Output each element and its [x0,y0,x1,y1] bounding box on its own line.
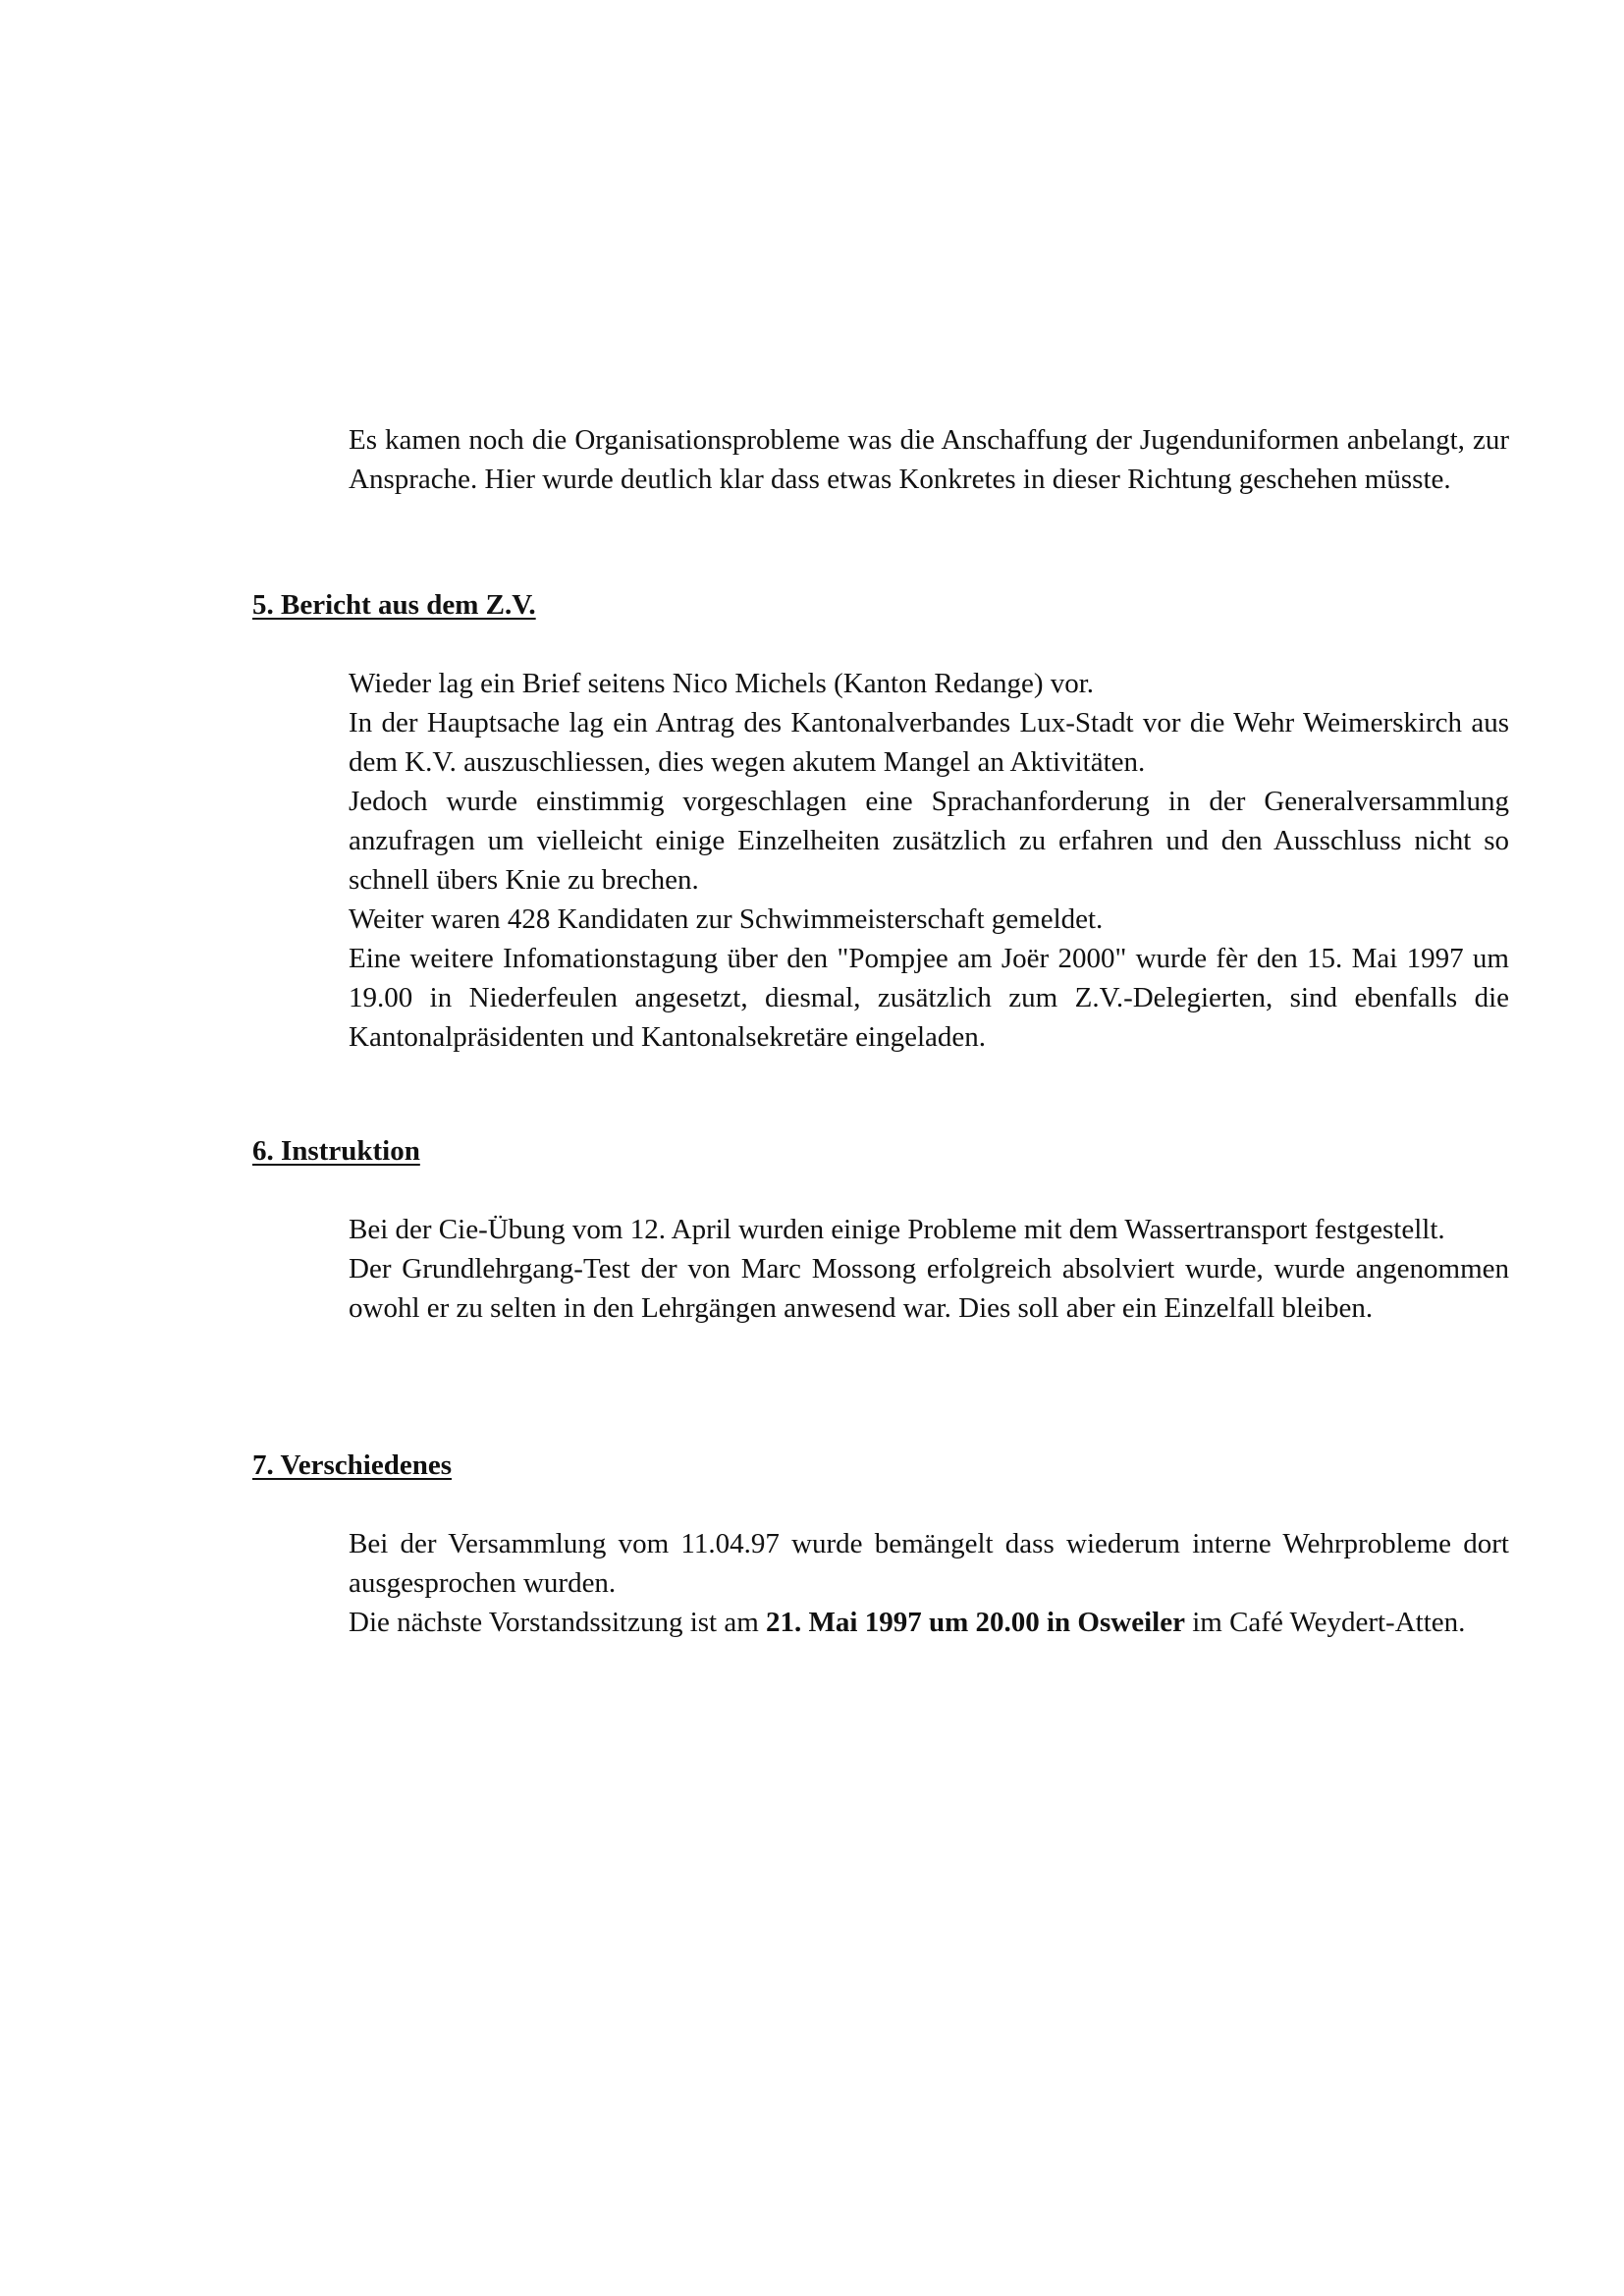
section-5-heading: 5. Bericht aus dem Z.V. [252,589,536,621]
intro-paragraph: Es kamen noch die Organisationsprobleme was die Anschaffung der Jugenduniformen anbelangt, zur Ansprache. Hier wurde deutlich klar dass etwas Konkretes in dieser Richtung geschehen müsste. [349,424,1509,495]
section-5-paragraph-3: Jedoch wurde einstimmig vorgeschlagen eine Sprachanforderung in der Generalversammlung anzufragen um vielleicht einige Einzelheiten zusätzlich zu erfahren und den Ausschluss nicht so schnell übers Knie zu brechen. [349,786,1509,896]
section-6-paragraph-2: Der Grundlehrgang-Test der von Marc Mossong erfolgreich absolviert wurde, wurde angenommen owohl er zu selten in den Lehrgängen anwesend war. Dies soll aber ein Einzelfall bleiben. [349,1253,1509,1324]
section-7-paragraph-1: Bei der Versammlung vom 11.04.97 wurde bemängelt dass wiederum interne Wehrprobleme dort ausgesprochen wurden. [349,1528,1509,1599]
section-7-paragraph-2-end: im Café Weydert-Atten. [1184,1607,1466,1638]
section-7-heading: 7. Verschiedenes [252,1449,452,1481]
next-meeting-details: 21. Mai 1997 um 20.00 in Osweiler [766,1607,1185,1638]
section-6-body [349,1210,1509,1328]
section-5-body [349,664,1509,1057]
section-5-paragraph-5: Eine weitere Infomationstagung über den "Pompjee am Joër 2000" wurde fèr den 15. Mai 1997 um 19.00 in Niederfeulen angesetzt, diesmal, zusätzlich zum Z.V.-Delegierten, sind ebenfalls die Kantonalpräsidenten und Kantonalsekretäre eingeladen. [349,943,1509,1053]
section-5-paragraph-4: Weiter waren 428 Kandidaten zur Schwimmeisterschaft gemeldet. [349,903,1104,935]
section-6-paragraph-1: Bei der Cie-Übung vom 12. April wurden einige Probleme mit dem Wassertransport festgestellt. [349,1214,1445,1245]
section-5-paragraph-2: In der Hauptsache lag ein Antrag des Kantonalverbandes Lux-Stadt vor die Wehr Weimerskirch aus dem K.V. auszuschliessen, dies wegen akutem Mangel an Aktivitäten. [349,707,1509,778]
section-6-heading: 6. Instruktion [252,1135,420,1167]
section-7-paragraph-2 [349,1603,1509,1642]
section-7-paragraph-2-start: Die nächste Vorstandssitzung ist am [349,1607,767,1638]
section-5-paragraph-1: Wieder lag ein Brief seitens Nico Michels (Kanton Redange) vor. [349,668,1095,699]
section-7-body [349,1524,1509,1642]
